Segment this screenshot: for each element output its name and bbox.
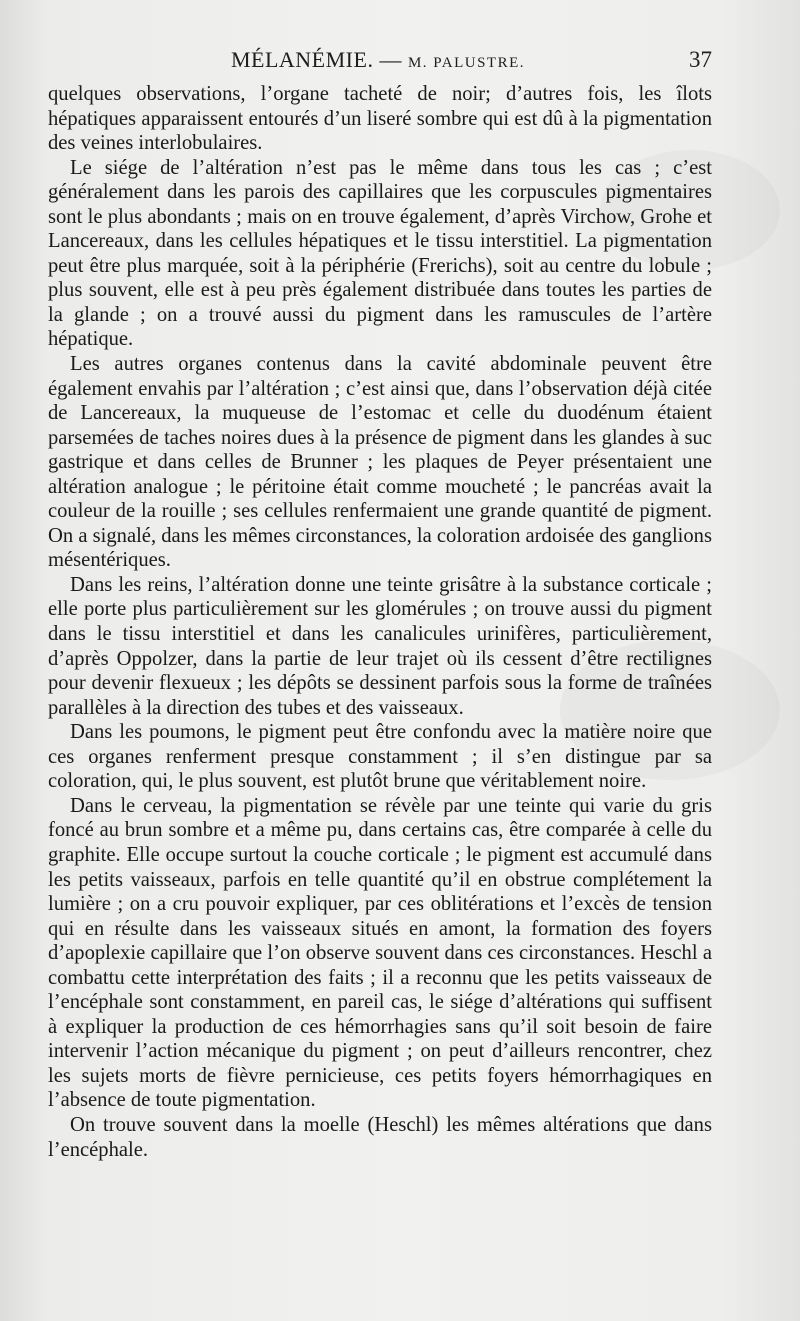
paragraph-continuation: quelques observations, l’organe tacheté de noir; d’autres fois, les îlots hépatiques apparaissent entourés d’un liseré sombre qui est dû à la pigmentation des veines interlobulaires. [48, 83, 712, 155]
page-number: 37 [689, 47, 712, 72]
paragraph-spinal-cord: On trouve souvent dans la moelle (Heschl) les mêmes altérations que dans l’encéphale. [48, 1113, 712, 1161]
paragraph-lungs: Dans les poumons, le pigment peut être confondu avec la matière noire que ces organes renferment presque constamment ; il s’en distingue par sa coloration, qui, le plus souvent, est plutôt brune que véritablement noire. [48, 721, 712, 793]
running-header [48, 44, 712, 78]
title-separator: — [379, 47, 402, 72]
paragraph-brain: Dans le cerveau, la pigmentation se révèle par une teinte qui varie du gris foncé au brun sombre et a même pu, dans certains cas, être comparée à celle du graphite. Elle occupe surtout la couche corticale ; le pigment est accumulé dans les petits vaisseaux, parfois en telle quantité qu’il en obstrue complétement la lumière ; on a cru pouvoir expliquer, par ces oblitérations et l’excès de tension qui en résulte dans les vaisseaux situés en amont, la formation des foyers d’apoplexie capillaire que l’on observe souvent dans ces circonstances. Heschl a combattu cette interprétation des faits ; il a reconnu que les petits vaisseaux de l’encéphale sont constamment, en pareil cas, le siége d’altérations qui suffisent à expliquer la production de ces hémorrhagies sans qu’il soit besoin de faire intervenir l’action mécanique du pigment ; on peut d’ailleurs rencontrer, chez les sujets morts de fièvre pernicieuse, ces petits foyers hémorrhagiques en l’absence de toute pigmentation. [48, 794, 712, 1112]
paragraph-abdominal-organs: Les autres organes contenus dans la cavité abdominale peuvent être également envahis par l’altération ; c’est ainsi que, dans l’observation déjà citée de Lancereaux, la muqueuse de l’estomac et celle du duodénum étaient parsemées de taches noires dues à la présence de pigment dans les glandes à suc gastrique et dans celles de Brunner ; les plaques de Peyer présentaient une altération analogue ; le péritoine était comme moucheté ; le pancréas avait la couleur de la rouille ; ses cellules renfermaient une grande quantité de pigment. On a signalé, dans les mêmes circonstances, la coloration ardoisée des ganglions mésentériques. [48, 353, 712, 572]
paragraph-kidneys: Dans les reins, l’altération donne une teinte grisâtre à la substance corticale ; elle porte plus particulièrement sur les glomérules ; on trouve aussi du pigment dans le tissu interstitiel et dans les canalicules urinifères, particulièrement, d’après Oppolzer, dans la partie de leur trajet où ils cessent d’être rectilignes pour devenir flexueux ; les dépôts se dessinent parfois sous la forme de traînées parallèles à la direction des tubes et des vaisseaux. [48, 573, 712, 719]
paragraph-liver-site: Le siége de l’altération n’est pas le même dans tous les cas ; c’est généralement dans les parois des capillaires que les corpuscules pigmentaires sont le plus abondants ; mais on en trouve également, d’après Virchow, Grohe et Lancereaux, dans les cellules hépatiques et le tissu interstitiel. La pigmentation peut être plus marquée, soit à la périphérie (Frerichs), soit au centre du lobule ; plus souvent, elle est à peu près également distribuée dans toutes les parties de la glande ; on a trouvé aussi du pigment dans les ramuscules de l’artère hépatique. [48, 156, 712, 351]
running-title [48, 44, 708, 79]
author-name: M. PALUSTRE. [407, 55, 526, 71]
body-text [48, 82, 712, 1162]
chapter-title: MÉLANÉMIE. [230, 47, 374, 72]
